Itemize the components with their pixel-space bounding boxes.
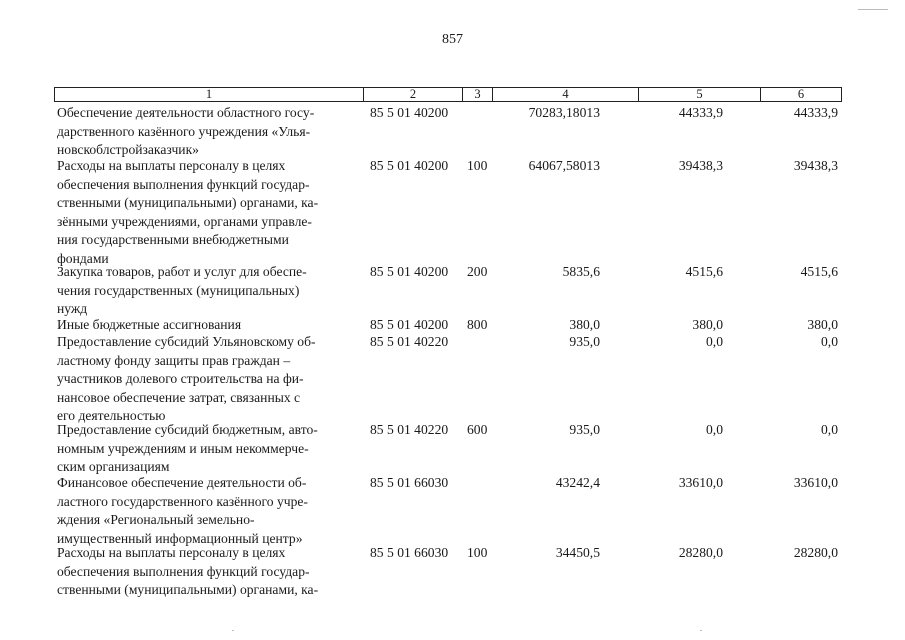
row-value-6: 39438,3 <box>793 158 838 173</box>
header-col-4: 4 <box>493 88 639 101</box>
scan-mark <box>858 9 888 10</box>
row-vr: 100 <box>467 158 488 173</box>
row-code: 85 5 01 40220 <box>370 422 449 437</box>
row-value-5: 0,0 <box>706 422 723 437</box>
row-name: Расходы на выплаты персоналу в целях обеспечения выполнения функций государ- ственными (муниципальными) органами, ка- зёнными учреждениями, органами управле- ния государственными внебюджетными фондами <box>57 158 319 266</box>
scan-mark <box>700 630 702 631</box>
row-value-6: 4515,6 <box>800 264 838 279</box>
row-name: Предоставление субсидий Ульяновскому об- ластному фонду защиты прав граждан – участников долевого строительства на фи- нансовое обеспечение затрат, связанных с его деятельностью <box>57 334 316 424</box>
row-value-5: 4515,6 <box>685 264 723 279</box>
row-value-5: 33610,0 <box>678 475 723 490</box>
row-vr: 100 <box>467 545 488 560</box>
row-value-5: 28280,0 <box>678 545 723 560</box>
row-value-4: 5835,6 <box>562 264 600 279</box>
row-value-4: 64067,58013 <box>528 158 600 173</box>
row-name: Финансовое обеспечение деятельности об- ластного государственного казённого учре- ждения «Региональный земельно- имущественный информационный центр» <box>57 475 308 546</box>
row-code: 85 5 01 40200 <box>370 158 449 173</box>
row-value-6: 44333,9 <box>793 105 838 120</box>
scan-mark <box>232 630 234 631</box>
row-name: Закупка товаров, работ и услуг для обеспе- чения государственных (муниципальных) нужд <box>57 264 307 317</box>
row-value-6: 28280,0 <box>793 545 838 560</box>
row-code: 85 5 01 40220 <box>370 334 449 349</box>
row-code: 85 5 01 40200 <box>370 105 449 120</box>
row-value-4: 380,0 <box>569 317 600 332</box>
header-col-6: 6 <box>797 87 805 101</box>
row-value-4: 70283,18013 <box>528 105 600 120</box>
row-value-5: 0,0 <box>706 334 723 349</box>
row-value-5: 380,0 <box>692 317 723 332</box>
page-number: 857 <box>442 32 463 47</box>
header-col-1: 1 <box>55 88 364 101</box>
row-name: Расходы на выплаты персоналу в целях обеспечения выполнения функций государ- ственными (муниципальными) органами, ка- <box>57 545 319 598</box>
row-code: 85 5 01 66030 <box>370 475 449 490</box>
row-vr: 800 <box>467 317 488 332</box>
row-vr: 200 <box>467 264 488 279</box>
row-code: 85 5 01 66030 <box>370 545 449 560</box>
row-value-4: 34450,5 <box>555 545 600 560</box>
row-name: Иные бюджетные ассигнования <box>57 317 242 332</box>
row-value-4: 935,0 <box>569 334 600 349</box>
row-value-6: 0,0 <box>821 334 838 349</box>
row-code: 85 5 01 40200 <box>370 264 449 279</box>
row-value-6: 0,0 <box>821 422 838 437</box>
row-name: Обеспечение деятельности областного госу- дарственного казённого учреждения «Улья- новскоблстройзаказчик» <box>57 105 315 158</box>
row-value-5: 44333,9 <box>678 105 723 120</box>
header-col-2: 2 <box>364 88 463 101</box>
row-value-4: 43242,4 <box>555 475 600 490</box>
row-value-5: 39438,3 <box>678 158 723 173</box>
row-code: 85 5 01 40200 <box>370 317 449 332</box>
row-value-6: 380,0 <box>807 317 838 332</box>
table-header <box>54 87 842 102</box>
row-value-4: 935,0 <box>569 422 600 437</box>
row-name: Предоставление субсидий бюджетным, авто- номным учреждениям и иным некоммерче- ским организациям <box>57 422 318 475</box>
row-vr: 600 <box>467 422 488 437</box>
row-value-6: 33610,0 <box>793 475 838 490</box>
header-col-3: 3 <box>463 88 493 101</box>
header-col-5: 5 <box>639 88 761 101</box>
